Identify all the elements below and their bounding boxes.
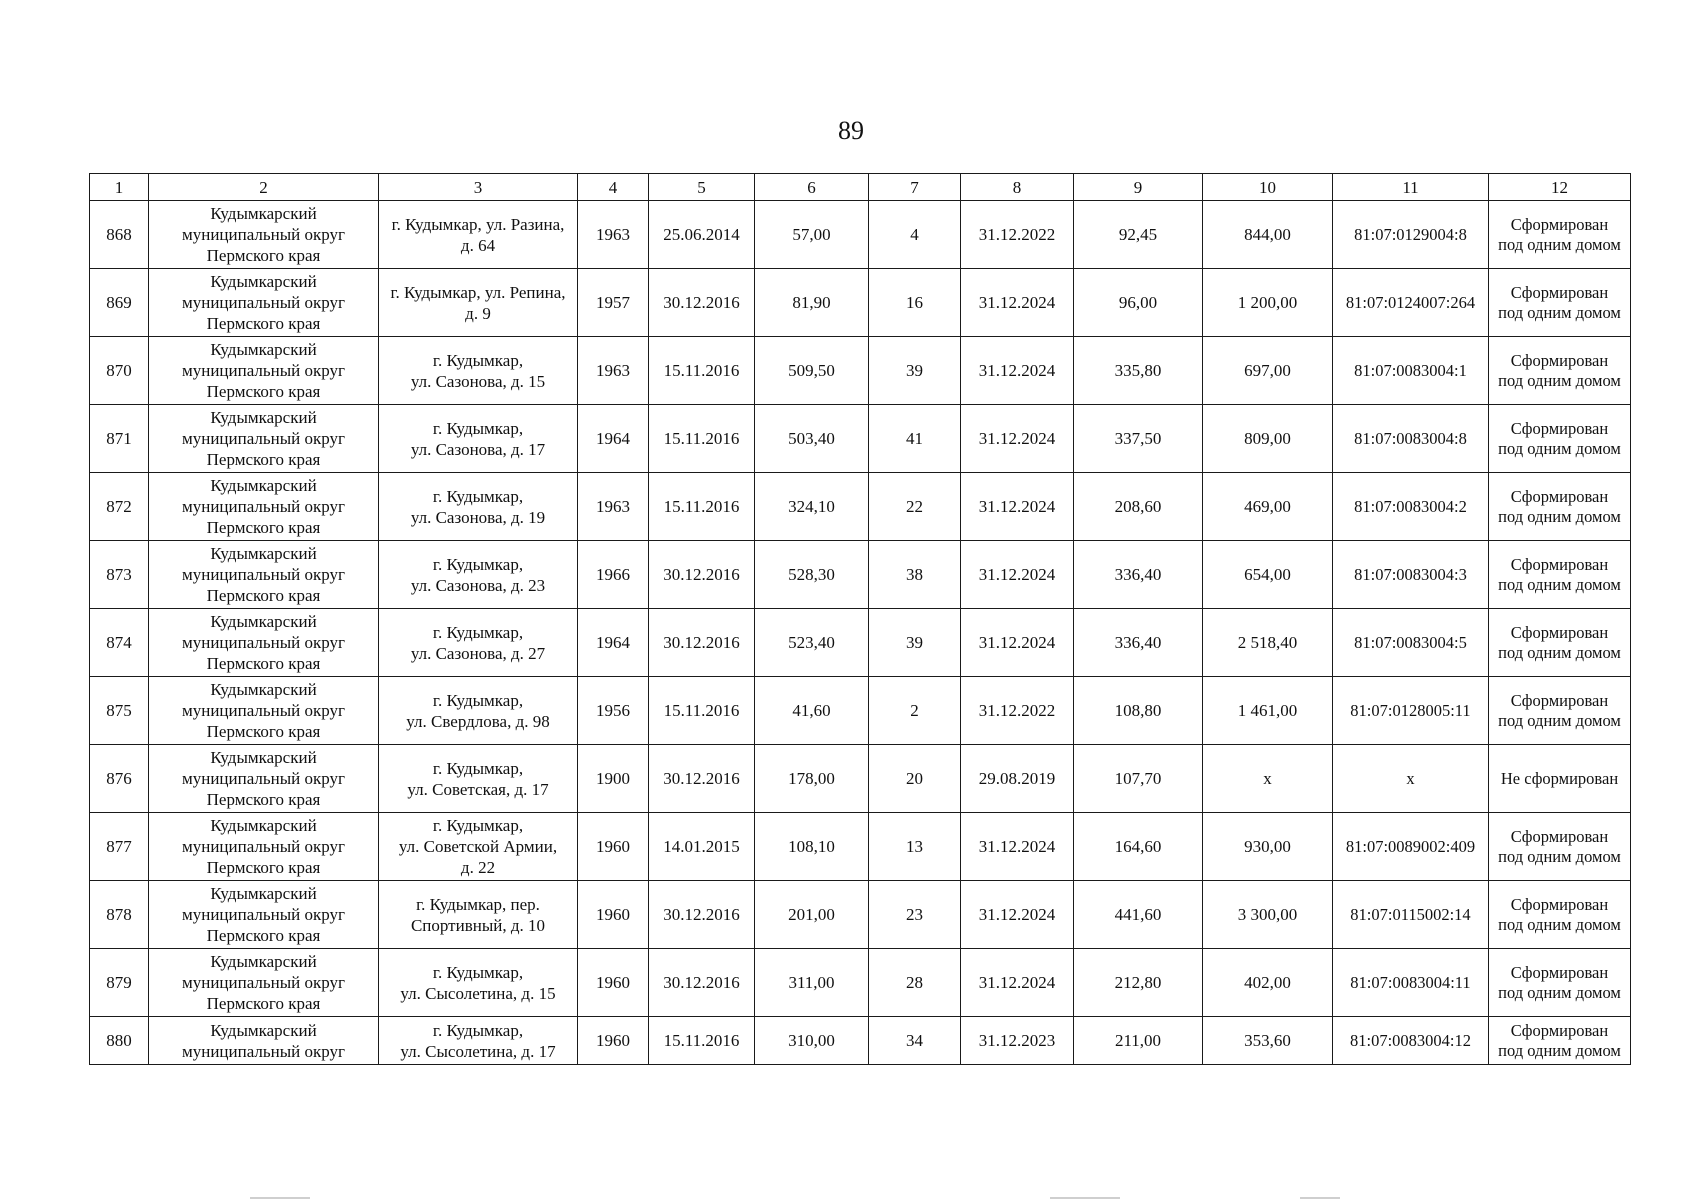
- cell-address-line: г. Кудымкар,: [432, 962, 524, 982]
- cell-address-line: ул. Свердлова, д. 98: [406, 711, 550, 731]
- cell-municipality: [149, 473, 379, 541]
- cell-address-line: г. Кудымкар, ул. Разина,: [391, 214, 565, 234]
- cell-municipality-line: муниципальный округ: [181, 633, 346, 652]
- housing-registry-table: [89, 173, 1631, 1065]
- cell-land-status: [1489, 949, 1631, 1017]
- cell-address-line: г. Кудымкар,: [432, 418, 524, 438]
- cell-municipality-line: Пермского края: [206, 926, 321, 945]
- cell-municipality-line: Пермского края: [206, 450, 321, 469]
- cell-cadastral-number: 81:07:0083004:11: [1333, 949, 1489, 1017]
- cell-cadastral-number: x: [1333, 745, 1489, 813]
- cell-column-10: x: [1203, 745, 1333, 813]
- cell-recognition-date: 25.06.2014: [649, 201, 755, 269]
- cell-municipality-line: муниципальный округ: [181, 701, 346, 720]
- cell-municipality-line: Кудымкарский: [210, 544, 317, 563]
- cell-column-9: 92,45: [1074, 201, 1203, 269]
- cell-address: [379, 541, 578, 609]
- table-row: [90, 813, 1631, 881]
- cell-municipality-line: муниципальный округ: [181, 769, 346, 788]
- column-header: 1: [90, 174, 149, 201]
- cell-address-line: г. Кудымкар, ул. Репина,: [390, 282, 566, 302]
- cell-column-9: 164,60: [1074, 813, 1203, 881]
- cell-address: [379, 473, 578, 541]
- cell-resettlement-date: 31.12.2024: [961, 813, 1074, 881]
- cell-municipality-line: муниципальный округ: [181, 293, 346, 312]
- cell-build-year: 1963: [578, 337, 649, 405]
- cell-cadastral-number: 81:07:0083004:3: [1333, 541, 1489, 609]
- scan-artifact: [1300, 1197, 1340, 1199]
- cell-residents: 41: [869, 405, 961, 473]
- cell-land-status-line: Сформирован: [1510, 486, 1609, 506]
- table-row: [90, 745, 1631, 813]
- table-row: [90, 881, 1631, 949]
- cell-recognition-date: 30.12.2016: [649, 609, 755, 677]
- cell-residents: 23: [869, 881, 961, 949]
- cell-land-status-line: под одним домом: [1498, 914, 1621, 934]
- cell-area: 509,50: [755, 337, 869, 405]
- table-row: [90, 677, 1631, 745]
- cell-land-status-line: под одним домом: [1498, 982, 1621, 1002]
- cell-land-status: [1489, 541, 1631, 609]
- cell-land-status: [1489, 745, 1631, 813]
- cell-municipality-line: муниципальный округ: [181, 905, 346, 924]
- cell-column-10: 809,00: [1203, 405, 1333, 473]
- cell-column-10: 930,00: [1203, 813, 1333, 881]
- cell-resettlement-date: 31.12.2024: [961, 405, 1074, 473]
- cell-land-status-line: Сформирован: [1510, 554, 1609, 574]
- cell-municipality: [149, 1017, 379, 1065]
- cell-residents: 16: [869, 269, 961, 337]
- cell-municipality: [149, 949, 379, 1017]
- cell-resettlement-date: 31.12.2024: [961, 609, 1074, 677]
- cell-residents: 13: [869, 813, 961, 881]
- cell-municipality-line: Пермского края: [206, 858, 321, 877]
- cell-land-status-line: под одним домом: [1498, 574, 1621, 594]
- cell-address: [379, 881, 578, 949]
- cell-municipality-line: муниципальный округ: [181, 565, 346, 584]
- cell-land-status: [1489, 1017, 1631, 1065]
- cell-record-number: 869: [90, 269, 149, 337]
- cell-record-number: 879: [90, 949, 149, 1017]
- cell-column-9: 108,80: [1074, 677, 1203, 745]
- cell-land-status: [1489, 201, 1631, 269]
- cell-land-status-line: под одним домом: [1498, 438, 1621, 458]
- cell-column-10: 844,00: [1203, 201, 1333, 269]
- cell-land-status-line: Сформирован: [1510, 282, 1609, 302]
- page-number: 89: [838, 116, 864, 145]
- cell-municipality-line: Кудымкарский: [210, 272, 317, 291]
- table-row: [90, 405, 1631, 473]
- cell-land-status-line: Сформирован: [1510, 894, 1609, 914]
- cell-land-status-line: Сформирован: [1510, 350, 1609, 370]
- cell-municipality-line: муниципальный округ: [181, 429, 346, 448]
- cell-land-status-line: Сформирован: [1510, 214, 1609, 234]
- cell-build-year: 1963: [578, 201, 649, 269]
- cell-land-status-line: Сформирован: [1510, 826, 1609, 846]
- cell-recognition-date: 30.12.2016: [649, 745, 755, 813]
- cell-address-line: г. Кудымкар,: [432, 816, 524, 835]
- cell-build-year: 1960: [578, 1017, 649, 1065]
- cell-build-year: 1963: [578, 473, 649, 541]
- cell-address: [379, 949, 578, 1017]
- cell-column-10: 1 200,00: [1203, 269, 1333, 337]
- cell-address-line: д. 9: [465, 303, 491, 323]
- cell-cadastral-number: 81:07:0083004:8: [1333, 405, 1489, 473]
- cell-residents: 39: [869, 609, 961, 677]
- cell-residents: 22: [869, 473, 961, 541]
- cell-address: [379, 609, 578, 677]
- cell-address-line: г. Кудымкар,: [432, 758, 524, 778]
- cell-recognition-date: 15.11.2016: [649, 337, 755, 405]
- cell-municipality-line: Кудымкарский: [210, 1020, 317, 1040]
- cell-land-status: [1489, 609, 1631, 677]
- cell-record-number: 872: [90, 473, 149, 541]
- cell-address-line: Спортивный, д. 10: [410, 915, 546, 935]
- cell-land-status-line: под одним домом: [1498, 302, 1621, 322]
- cell-area: 324,10: [755, 473, 869, 541]
- cell-address-line: г. Кудымкар,: [432, 350, 524, 370]
- cell-address-line: ул. Сысолетина, д. 15: [400, 983, 556, 1003]
- cell-column-9: 211,00: [1074, 1017, 1203, 1065]
- cell-municipality-line: Пермского края: [206, 518, 321, 537]
- cell-recognition-date: 15.11.2016: [649, 677, 755, 745]
- cell-land-status: [1489, 813, 1631, 881]
- cell-column-10: 2 518,40: [1203, 609, 1333, 677]
- column-header: 4: [578, 174, 649, 201]
- cell-address-line: г. Кудымкар,: [432, 486, 524, 506]
- cell-municipality: [149, 405, 379, 473]
- cell-resettlement-date: 31.12.2022: [961, 201, 1074, 269]
- cell-municipality-line: муниципальный округ: [181, 1041, 346, 1061]
- cell-municipality-line: муниципальный округ: [181, 225, 346, 244]
- cell-address-line: д. 64: [460, 235, 496, 255]
- cell-address-line: ул. Советской Армии,: [398, 837, 558, 856]
- table-row: [90, 269, 1631, 337]
- cell-recognition-date: 14.01.2015: [649, 813, 755, 881]
- cell-record-number: 873: [90, 541, 149, 609]
- cell-recognition-date: 30.12.2016: [649, 949, 755, 1017]
- cell-area: 108,10: [755, 813, 869, 881]
- cell-municipality-line: Пермского края: [206, 586, 321, 605]
- cell-resettlement-date: 31.12.2023: [961, 1017, 1074, 1065]
- cell-municipality-line: Кудымкарский: [210, 884, 317, 903]
- cell-column-9: 336,40: [1074, 541, 1203, 609]
- table-row: [90, 541, 1631, 609]
- cell-land-status: [1489, 677, 1631, 745]
- table-row: [90, 1017, 1631, 1065]
- cell-address: [379, 677, 578, 745]
- cell-address-line: ул. Сазонова, д. 15: [410, 371, 546, 391]
- cell-column-10: 1 461,00: [1203, 677, 1333, 745]
- cell-resettlement-date: 31.12.2024: [961, 541, 1074, 609]
- cell-address: [379, 269, 578, 337]
- cell-land-status-line: Сформирован: [1510, 962, 1609, 982]
- cell-record-number: 875: [90, 677, 149, 745]
- cell-cadastral-number: 81:07:0129004:8: [1333, 201, 1489, 269]
- cell-column-9: 212,80: [1074, 949, 1203, 1017]
- cell-recognition-date: 30.12.2016: [649, 541, 755, 609]
- cell-area: 523,40: [755, 609, 869, 677]
- cell-land-status: [1489, 269, 1631, 337]
- cell-recognition-date: 15.11.2016: [649, 473, 755, 541]
- cell-address: [379, 813, 578, 881]
- cell-column-10: 3 300,00: [1203, 881, 1333, 949]
- cell-column-9: 96,00: [1074, 269, 1203, 337]
- cell-land-status-line: под одним домом: [1498, 1040, 1621, 1060]
- cell-column-9: 107,70: [1074, 745, 1203, 813]
- cell-address-line: ул. Сазонова, д. 19: [410, 507, 546, 527]
- cell-address-line: г. Кудымкар,: [432, 554, 524, 574]
- cell-land-status-line: под одним домом: [1498, 370, 1621, 390]
- table-row: [90, 473, 1631, 541]
- cell-municipality: [149, 677, 379, 745]
- cell-build-year: 1964: [578, 609, 649, 677]
- cell-cadastral-number: 81:07:0089002:409: [1333, 813, 1489, 881]
- cell-land-status-line: Не сформирован: [1500, 768, 1619, 788]
- cell-municipality-line: муниципальный округ: [181, 837, 346, 856]
- cell-residents: 34: [869, 1017, 961, 1065]
- cell-resettlement-date: 31.12.2024: [961, 473, 1074, 541]
- cell-address: [379, 745, 578, 813]
- cell-residents: 2: [869, 677, 961, 745]
- cell-municipality: [149, 337, 379, 405]
- cell-land-status-line: под одним домом: [1498, 642, 1621, 662]
- cell-build-year: 1956: [578, 677, 649, 745]
- cell-record-number: 880: [90, 1017, 149, 1065]
- cell-cadastral-number: 81:07:0083004:2: [1333, 473, 1489, 541]
- cell-column-9: 335,80: [1074, 337, 1203, 405]
- column-header: 10: [1203, 174, 1333, 201]
- cell-residents: 20: [869, 745, 961, 813]
- cell-column-9: 336,40: [1074, 609, 1203, 677]
- cell-recognition-date: 15.11.2016: [649, 1017, 755, 1065]
- cell-recognition-date: 30.12.2016: [649, 269, 755, 337]
- cell-residents: 28: [869, 949, 961, 1017]
- cell-column-10: 697,00: [1203, 337, 1333, 405]
- cell-build-year: 1960: [578, 813, 649, 881]
- cell-recognition-date: 30.12.2016: [649, 881, 755, 949]
- cell-municipality: [149, 813, 379, 881]
- cell-municipality-line: Кудымкарский: [210, 204, 317, 223]
- cell-municipality-line: Кудымкарский: [210, 680, 317, 699]
- cell-cadastral-number: 81:07:0083004:5: [1333, 609, 1489, 677]
- cell-municipality-line: Пермского края: [206, 246, 321, 265]
- cell-build-year: 1960: [578, 949, 649, 1017]
- cell-column-9: 337,50: [1074, 405, 1203, 473]
- cell-area: 201,00: [755, 881, 869, 949]
- cell-municipality-line: Кудымкарский: [210, 952, 317, 971]
- cell-municipality-line: Кудымкарский: [210, 408, 317, 427]
- cell-column-10: 654,00: [1203, 541, 1333, 609]
- cell-land-status-line: под одним домом: [1498, 710, 1621, 730]
- cell-column-10: 402,00: [1203, 949, 1333, 1017]
- cell-municipality-line: Кудымкарский: [210, 340, 317, 359]
- cell-residents: 38: [869, 541, 961, 609]
- cell-municipality: [149, 269, 379, 337]
- cell-area: 57,00: [755, 201, 869, 269]
- cell-record-number: 870: [90, 337, 149, 405]
- cell-column-9: 208,60: [1074, 473, 1203, 541]
- cell-record-number: 874: [90, 609, 149, 677]
- cell-address-line: г. Кудымкар,: [432, 690, 524, 710]
- cell-resettlement-date: 31.12.2024: [961, 881, 1074, 949]
- column-header: 2: [149, 174, 379, 201]
- table-row: [90, 609, 1631, 677]
- cell-municipality-line: Пермского края: [206, 994, 321, 1013]
- cell-municipality-line: Пермского края: [206, 382, 321, 401]
- scan-artifact: [1050, 1197, 1120, 1199]
- cell-column-10: 469,00: [1203, 473, 1333, 541]
- column-header: 8: [961, 174, 1074, 201]
- cell-municipality-line: Кудымкарский: [210, 816, 317, 835]
- cell-cadastral-number: 81:07:0083004:12: [1333, 1017, 1489, 1065]
- cell-address-line: г. Кудымкар,: [432, 622, 524, 642]
- cell-municipality: [149, 881, 379, 949]
- cell-build-year: 1960: [578, 881, 649, 949]
- scan-artifact: [250, 1197, 310, 1199]
- cell-resettlement-date: 31.12.2024: [961, 269, 1074, 337]
- cell-municipality-line: муниципальный округ: [181, 497, 346, 516]
- cell-recognition-date: 15.11.2016: [649, 405, 755, 473]
- table-row: [90, 337, 1631, 405]
- column-header: 5: [649, 174, 755, 201]
- cell-land-status: [1489, 337, 1631, 405]
- cell-address-line: г. Кудымкар,: [432, 1020, 524, 1040]
- cell-address-line: г. Кудымкар, пер.: [416, 894, 540, 914]
- cell-address: [379, 201, 578, 269]
- cell-municipality-line: Кудымкарский: [210, 476, 317, 495]
- cell-column-10: 353,60: [1203, 1017, 1333, 1065]
- cell-area: 503,40: [755, 405, 869, 473]
- cell-resettlement-date: 31.12.2024: [961, 949, 1074, 1017]
- cell-municipality: [149, 745, 379, 813]
- cell-municipality-line: Пермского края: [206, 314, 321, 333]
- cell-address: [379, 337, 578, 405]
- column-header: 9: [1074, 174, 1203, 201]
- column-header: 7: [869, 174, 961, 201]
- cell-land-status: [1489, 881, 1631, 949]
- cell-cadastral-number: 81:07:0128005:11: [1333, 677, 1489, 745]
- cell-land-status-line: Сформирован: [1510, 690, 1609, 710]
- column-number-header-row: [90, 174, 1631, 201]
- table-row: [90, 949, 1631, 1017]
- cell-land-status-line: под одним домом: [1498, 506, 1621, 526]
- cell-municipality-line: Кудымкарский: [210, 612, 317, 631]
- cell-land-status: [1489, 473, 1631, 541]
- cell-land-status-line: Сформирован: [1510, 1020, 1609, 1040]
- cell-area: 81,90: [755, 269, 869, 337]
- column-header: 11: [1333, 174, 1489, 201]
- cell-resettlement-date: 29.08.2019: [961, 745, 1074, 813]
- cell-record-number: 871: [90, 405, 149, 473]
- cell-municipality: [149, 609, 379, 677]
- cell-municipality-line: муниципальный округ: [181, 361, 346, 380]
- cell-address-line: ул. Сазонова, д. 23: [410, 575, 546, 595]
- cell-record-number: 876: [90, 745, 149, 813]
- cell-area: 178,00: [755, 745, 869, 813]
- cell-land-status: [1489, 405, 1631, 473]
- cell-address-line: д. 22: [460, 858, 496, 877]
- cell-municipality-line: Пермского края: [206, 722, 321, 741]
- cell-municipality: [149, 201, 379, 269]
- cell-area: 311,00: [755, 949, 869, 1017]
- cell-record-number: 877: [90, 813, 149, 881]
- cell-municipality-line: Кудымкарский: [210, 748, 317, 767]
- cell-build-year: 1900: [578, 745, 649, 813]
- cell-build-year: 1964: [578, 405, 649, 473]
- cell-area: 528,30: [755, 541, 869, 609]
- cell-resettlement-date: 31.12.2024: [961, 337, 1074, 405]
- cell-land-status-line: Сформирован: [1510, 418, 1609, 438]
- cell-resettlement-date: 31.12.2022: [961, 677, 1074, 745]
- cell-municipality-line: муниципальный округ: [181, 973, 346, 992]
- cell-address: [379, 1017, 578, 1065]
- cell-residents: 39: [869, 337, 961, 405]
- cell-municipality-line: Пермского края: [206, 654, 321, 673]
- table-body: [90, 201, 1631, 1065]
- cell-address-line: ул. Сазонова, д. 27: [410, 643, 546, 663]
- cell-build-year: 1957: [578, 269, 649, 337]
- cell-land-status-line: под одним домом: [1498, 234, 1621, 254]
- cell-area: 310,00: [755, 1017, 869, 1065]
- cell-municipality-line: Пермского края: [206, 790, 321, 809]
- column-header: 12: [1489, 174, 1631, 201]
- cell-land-status-line: Сформирован: [1510, 622, 1609, 642]
- cell-residents: 4: [869, 201, 961, 269]
- cell-column-9: 441,60: [1074, 881, 1203, 949]
- cell-address: [379, 405, 578, 473]
- cell-build-year: 1966: [578, 541, 649, 609]
- cell-address-line: ул. Сазонова, д. 17: [410, 439, 546, 459]
- cell-cadastral-number: 81:07:0124007:264: [1333, 269, 1489, 337]
- cell-land-status-line: под одним домом: [1498, 846, 1621, 866]
- cell-area: 41,60: [755, 677, 869, 745]
- cell-address-line: ул. Сысолетина, д. 17: [400, 1041, 556, 1061]
- cell-record-number: 878: [90, 881, 149, 949]
- cell-address-line: ул. Советская, д. 17: [407, 779, 549, 799]
- table-row: [90, 201, 1631, 269]
- column-header: 6: [755, 174, 869, 201]
- cell-cadastral-number: 81:07:0083004:1: [1333, 337, 1489, 405]
- column-header: 3: [379, 174, 578, 201]
- cell-municipality: [149, 541, 379, 609]
- cell-record-number: 868: [90, 201, 149, 269]
- cell-cadastral-number: 81:07:0115002:14: [1333, 881, 1489, 949]
